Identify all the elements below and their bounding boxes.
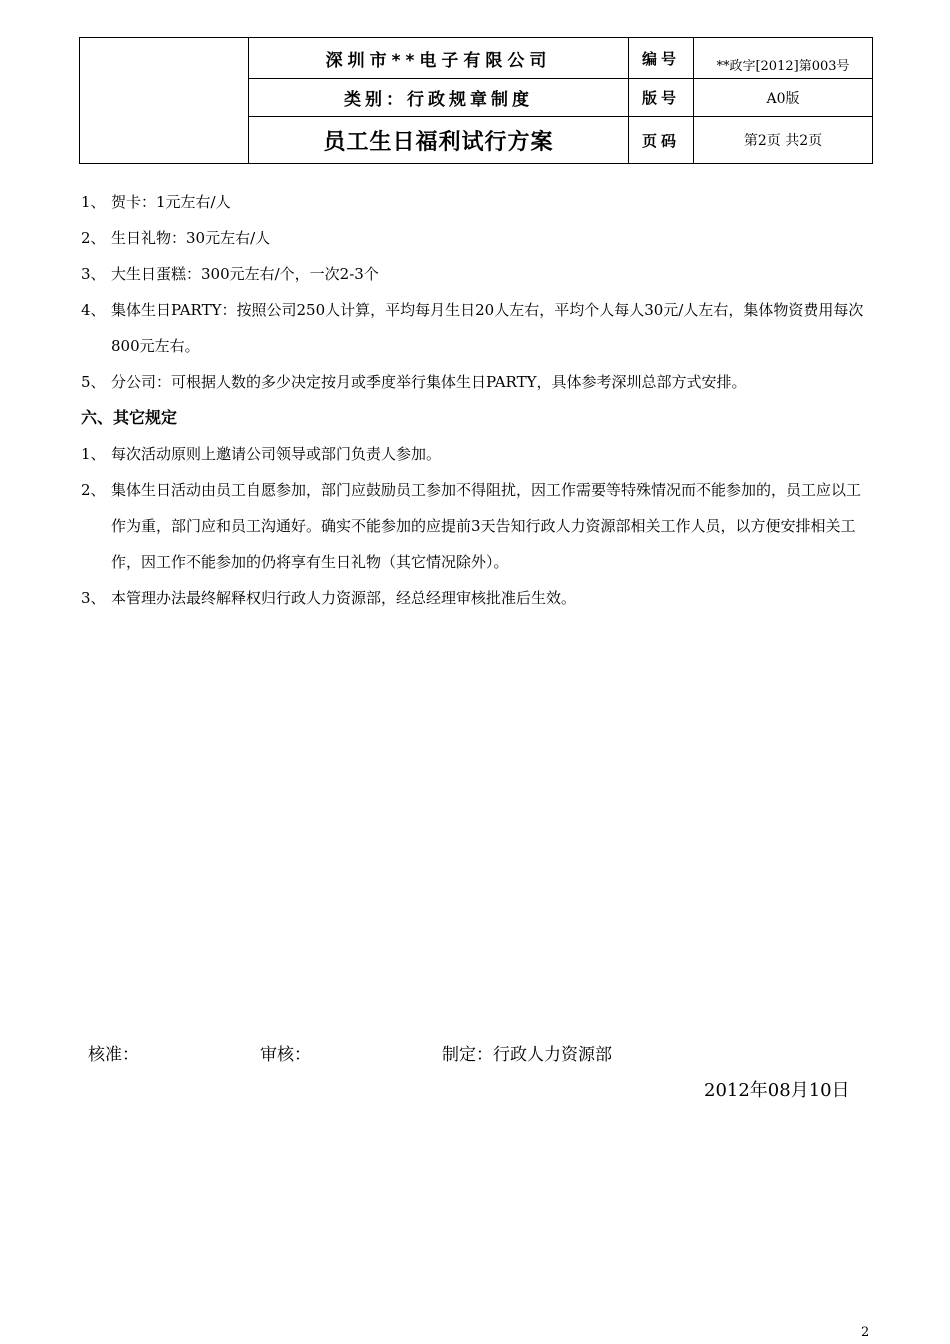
item-number: 1、 bbox=[81, 193, 106, 211]
signoff-row bbox=[88, 1040, 868, 1066]
document-title: 员工生日福利试行方案 bbox=[249, 117, 629, 164]
list-item bbox=[81, 436, 873, 472]
issue-date: 2012年08月10日 bbox=[704, 1080, 850, 1101]
item-number: 4、 bbox=[81, 301, 106, 319]
item-number: 2、 bbox=[81, 481, 106, 499]
item-number: 3、 bbox=[81, 589, 106, 607]
document-body bbox=[81, 184, 873, 616]
item-text: 集体生日活动由员工自愿参加，部门应鼓励员工参加不得阻扰，因工作需要等特殊情况而不能参加的，员工应以工作为重，部门应和员工沟通好。确实不能参加的应提前3天告知行政人力资源部相关工作人员，以方便安排相关工作，因工作不能参加的仍将享有生日礼物（其它情况除外）。 bbox=[111, 481, 862, 571]
review-label: 审核： bbox=[260, 1045, 311, 1065]
prepare-label: 制定：行政人力资源部 bbox=[442, 1045, 612, 1065]
logo-cell bbox=[80, 38, 249, 164]
list-item bbox=[81, 472, 873, 580]
company-name: 深圳市**电子有限公司 bbox=[249, 38, 629, 79]
item-text: 本管理办法最终解释权归行政人力资源部，经总经理审核批准后生效。 bbox=[111, 589, 577, 607]
number-label: 编号 bbox=[629, 38, 694, 79]
approve-label: 核准： bbox=[88, 1045, 139, 1065]
item-text: 贺卡：1元左右/人 bbox=[111, 193, 231, 211]
item-text: 集体生日PARTY：按照公司250人计算，平均每月生日20人左右，平均个人每人30元/人左右，集体物资费用每次800元左右。 bbox=[111, 301, 864, 355]
page-label: 页码 bbox=[629, 117, 694, 164]
item-text: 每次活动原则上邀请公司领导或部门负责人参加。 bbox=[111, 445, 442, 463]
item-number: 3、 bbox=[81, 265, 106, 283]
version-value: A0版 bbox=[694, 79, 873, 117]
list-item bbox=[81, 220, 873, 256]
item-number: 5、 bbox=[81, 373, 106, 391]
list-item bbox=[81, 364, 873, 400]
item-text: 生日礼物：30元左右/人 bbox=[111, 229, 271, 247]
list-item bbox=[81, 256, 873, 292]
version-label: 版号 bbox=[629, 79, 694, 117]
list-item bbox=[81, 184, 873, 220]
item-text: 分公司：可根据人数的多少决定按月或季度举行集体生日PARTY，具体参考深圳总部方式安排。 bbox=[111, 373, 747, 391]
list-item bbox=[81, 580, 873, 616]
category-label: 类别：行政规章制度 bbox=[249, 79, 629, 117]
page-number: 2 bbox=[861, 1325, 870, 1340]
section-heading: 六、其它规定 bbox=[81, 408, 178, 427]
item-number: 2、 bbox=[81, 229, 106, 247]
page-value: 第2页 共2页 bbox=[694, 117, 873, 164]
item-number: 1、 bbox=[81, 445, 106, 463]
number-value: **政字[2012]第003号 bbox=[694, 38, 873, 79]
document-header-table bbox=[79, 37, 873, 164]
list-item bbox=[81, 292, 873, 364]
item-text: 大生日蛋糕：300元左右/个，一次2-3个 bbox=[111, 265, 379, 283]
